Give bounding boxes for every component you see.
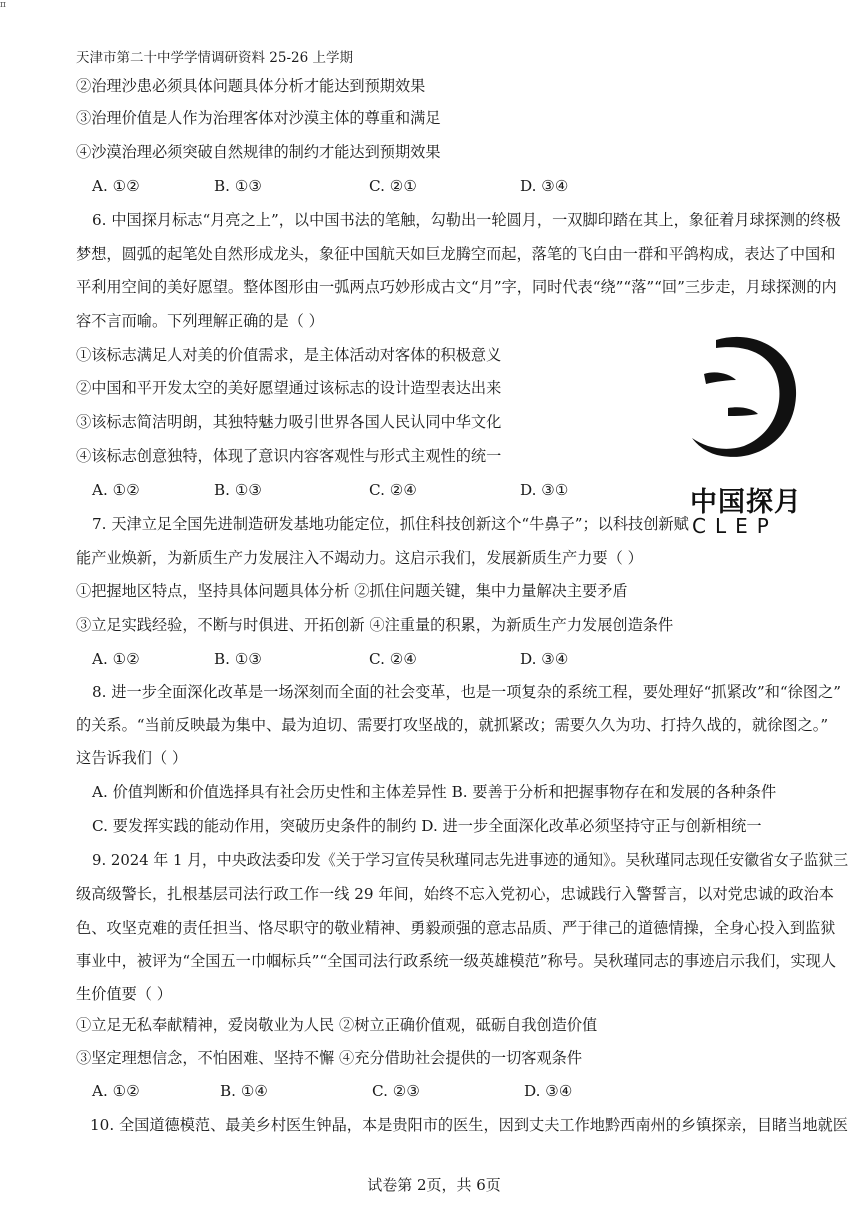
q7-stem-line-1: 7. 天津立足全国先进制造研发基地功能定位，抓住科技创新这个“牛鼻子”；以科技创新赋 [92,515,689,533]
q5-option-a[interactable]: A. ①② [92,177,140,195]
q6-option-d[interactable]: D. ③① [520,481,569,499]
q9-stem-line-5: 生价值要（ ） [76,985,172,1003]
q7-items-line-2: ③立足实践经验，不断与时俱进、开拓创新 ④注重量的积累，为新质生产力发展创造条件 [76,616,674,634]
moon-brush-icon [686,330,806,470]
q6-stem-line-3: 平利用空间的美好愿望。整体图形由一弧两点巧妙形成古文“月”字，同时代表“绕”“落”“回”三步走，月球探测的内 [76,278,837,296]
q9-option-a[interactable]: A. ①② [92,1082,140,1100]
q8-stem-line-1: 8. 进一步全面深化改革是一场深刻而全面的社会变革，也是一项复杂的系统工程，要处理好“抓紧改”和“徐图之” [92,683,842,701]
q8-stem-line-2: 的关系。“当前反映最为集中、最为迫切、需要打攻坚战的，就抓紧改；需要久久为功、打持久战的，就徐图之。” [76,716,829,734]
q9-option-d[interactable]: D. ③④ [524,1082,573,1100]
q5-item-3: ③治理价值是人作为治理客体对沙漠主体的尊重和满足 [76,109,441,127]
q9-items-line-1: ①立足无私奉献精神，爱岗敬业为人民 ②树立正确价值观，砥砺自我创造价值 [76,1016,598,1034]
q8-options-line-1[interactable]: A. 价值判断和价值选择具有社会历史性和主体差异性 B. 要善于分析和把握事物存在和发展的各种条件 [92,783,777,801]
q6-option-a[interactable]: A. ①② [92,481,140,499]
q7-option-b[interactable]: B. ①③ [214,650,263,668]
q7-option-c[interactable]: C. ②④ [369,650,417,668]
page-footer: 试卷第 2页，共 6页 [367,1176,501,1194]
q6-stem-line-1: 6. 中国探月标志“月亮之上”，以中国书法的笔触，勾勒出一轮圆月，一双脚印踏在其上，象征着月球探测的终极 [92,211,841,229]
q5-option-b[interactable]: B. ①③ [214,177,263,195]
q6-option-b[interactable]: B. ①③ [214,481,263,499]
q7-option-a[interactable]: A. ①② [92,650,140,668]
q9-stem-line-1: 9. 2024 年 1 月，中央政法委印发《关于学习宣传吴秋瑾同志先进事迹的通知》。吴秋瑾同志现任安徽省女子监狱三 [92,851,849,869]
q9-stem-line-2: 级高级警长，扎根基层司法行政工作一线 29 年间，始终不忘入党初心，忠诚践行入警誓言，以对党忠诚的政治本 [76,885,834,903]
q6-option-c[interactable]: C. ②④ [369,481,417,499]
q5-item-2: ②治理沙患必须具体问题具体分析才能达到预期效果 [76,77,426,95]
logo-english-text: CLEP [692,514,778,538]
q9-option-b[interactable]: B. ①④ [220,1082,269,1100]
q6-item-2: ②中国和平开发太空的美好愿望通过该标志的设计造型表达出来 [76,379,502,397]
q10-stem-line-1: 10. 全国道德模范、最美乡村医生钟晶，本是贵阳市的医生，因到丈夫工作地黔西南州的乡镇探亲，目睹当地就医 [90,1116,848,1134]
q8-stem-line-3: 这告诉我们（ ） [76,749,188,767]
q6-stem-line-2: 梦想，圆弧的起笔处自然形成龙头，象征中国航天如巨龙腾空而起，落笔的飞白由一群和平鸽构成，表达了中国和 [76,245,836,263]
q8-options-line-2[interactable]: C. 要发挥实践的能动作用，突破历史条件的制约 D. 进一步全面深化改革必须坚持守正与创新相统一 [92,817,762,835]
q5-option-c[interactable]: C. ②① [369,177,417,195]
page-header: 天津市第二十中学学情调研资料 25-26 上学期 [76,50,353,66]
q5-option-d[interactable]: D. ③④ [520,177,569,195]
q9-stem-line-4: 事业中，被评为“全国五一巾帼标兵”“全国司法行政系统一级英雄模范”称号。吴秋瑾同志的事迹启示我们，实现人 [76,952,837,970]
q6-stem-line-4: 容不言而喻。下列理解正确的是（ ） [76,312,324,330]
q7-option-d[interactable]: D. ③④ [520,650,569,668]
corner-mark: π [0,0,6,10]
q5-item-4: ④沙漠治理必须突破自然规律的制约才能达到预期效果 [76,143,441,161]
q9-option-c[interactable]: C. ②③ [372,1082,420,1100]
q9-items-line-2: ③坚定理想信念，不怕困难、坚持不懈 ④充分借助社会提供的一切客观条件 [76,1049,583,1067]
q6-item-4: ④该标志创意独特，体现了意识内容客观性与形式主观性的统一 [76,447,502,465]
logo-chinese-text: 中国探月 [690,487,802,518]
q6-item-3: ③该标志简洁明朗，其独特魅力吸引世界各国人民认同中华文化 [76,413,502,431]
clep-logo [686,330,806,538]
q7-stem-line-2: 能产业焕新，为新质生产力发展注入不竭动力。这启示我们，发展新质生产力要（ ） [76,549,643,567]
q6-item-1: ①该标志满足人对美的价值需求，是主体活动对客体的积极意义 [76,346,502,364]
q9-stem-line-3: 色、攻坚克难的责任担当、恪尽职守的敬业精神、勇毅顽强的意志品质、严于律己的道德情操，全身心投入到监狱 [76,919,836,937]
q7-items-line-1: ①把握地区特点，坚持具体问题具体分析 ②抓住问题关键，集中力量解决主要矛盾 [76,582,628,600]
